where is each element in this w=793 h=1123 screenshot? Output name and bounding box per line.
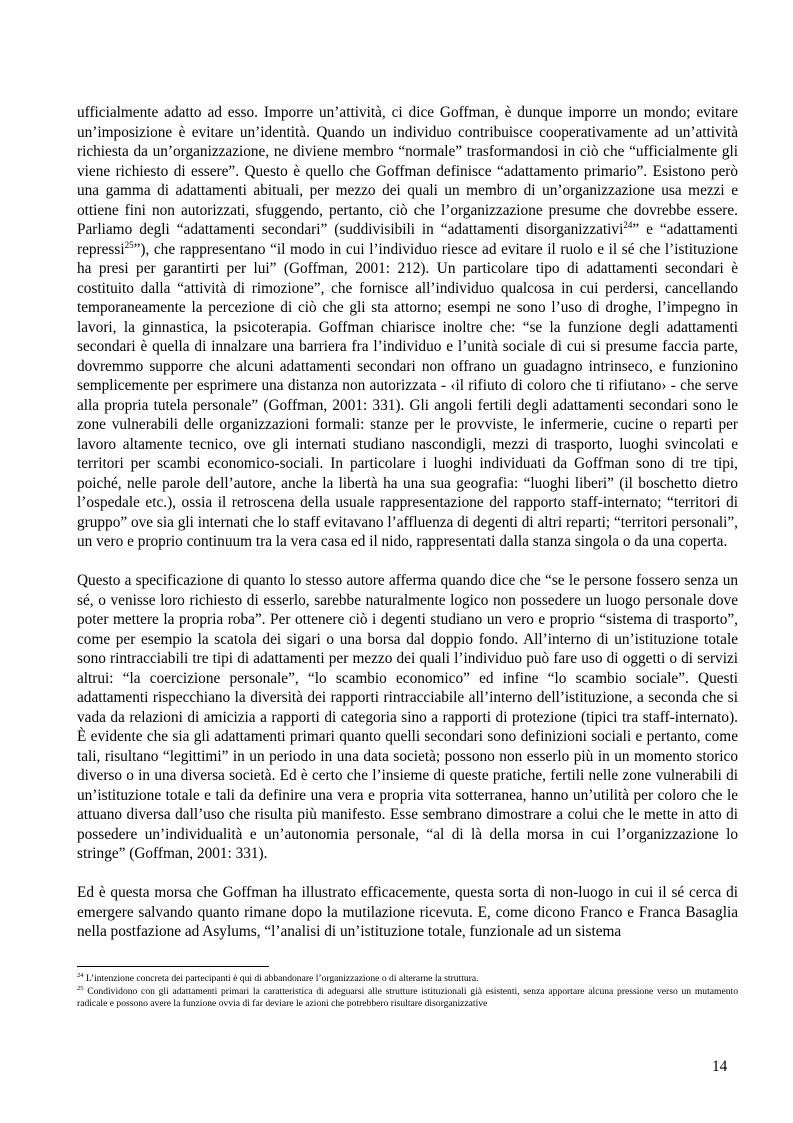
paragraph-1-text-b: ” e “adattamenti repressi <box>77 221 738 258</box>
paragraph-2: Questo a specificazione di quanto lo stesso autore afferma quando dice che “se le persone fossero senza un sé, o venisse loro richiesto di esserlo, sarebbe naturalmente logico non possedere un luogo personale dove poter mettere la propria roba”. Per ottenere ciò i degenti studiano un vero e proprio “sistema di trasporto”, come per esempio la scatola dei sigari o una borsa dal doppio fondo. All’interno di un’istituzione totale sono rintracciabili tre tipi di adattamenti per mezzo dei quali l’individuo può fare uso di oggetti o di servizi altrui: “la coercizione personale”, “lo scambio economico” ed infine “lo scambio sociale”. Questi adattamenti rispecchiano la diversità dei rapporti rintracciabile all’interno dell’istituzione, a seconda che si vada da relazioni di amicizia a rapporti di categoria sino a rapporti di protezione (tipici tra staff-internato). È evidente che sia gli adattamenti primari quanto quelli secondari sono definizioni sociali e pertanto, come tali, risultano “legittimi” in un periodo in una data società; possono non esserlo più in un momento storico diverso o in una diversa società. Ed è certo che l’insieme di queste pratiche, fertili nelle zone vulnerabili di un’istituzione totale e tali da definire una vera e propria vita sotterranea, hanno un’utilità per coloro che le attuano diversa dall’uso che risulta più manifesto. Esse sembrano dimostrare a colui che le mette in atto di possedere un’individualità e un’autonomia personale, “al di là della morsa in cui l’organizzazione lo stringe” (Goffman, 2001: 331). <box>77 572 738 862</box>
footnote-separator <box>77 966 269 967</box>
footnote-25 <box>77 986 738 1011</box>
paragraph-1 <box>77 103 738 552</box>
footnote-ref-25: 25 <box>124 239 134 250</box>
body-text <box>77 103 738 942</box>
footnote-text-24: L’intenzione concreta dei partecipanti è qui di abbandonare l’organizzazione o di alterarne la struttura. <box>83 973 479 984</box>
footnote-24 <box>77 973 738 986</box>
paragraph-1-text-a: ufficialmente adatto ad esso. Imporre un’attività, ci dice Goffman, è dunque imporre un mondo; evitare un’imposizione è evitare un’identità. Quando un individuo contribuisce cooperativamente ad un’attività richiesta da un’organizzazione, ne diviene membro “normale” trasformandosi in ciò che “ufficialmente gli viene richiesto di essere”. Questo è quello che Goffman definisce “adattamento primario”. Esistono però una gamma di adattamenti abituali, per mezzo dei quali un membro di un’organizzazione usa mezzi e ottiene fini non autorizzati, sfuggendo, pertanto, ciò che l’organizzazione presume che dovrebbe essere. Parliamo degli “adattamenti secondari” (suddivisibili in “adattamenti disorganizzativi <box>77 104 738 238</box>
footnotes <box>77 973 738 1011</box>
footnote-number-24: 24 <box>77 972 84 979</box>
footnote-text-25: Condividono con gli adattamenti primari la caratteristica di adeguarsi alle strutture istituzionali già esistenti, senza apportare alcuna pressione verso un mutamento radicale e possono avere la funzione ovvia di far deviare le azioni che potrebbero risultare disorganizzative <box>77 985 738 1009</box>
footnote-ref-24: 24 <box>623 220 633 230</box>
paragraph-3: Ed è questa morsa che Goffman ha illustrato efficacemente, questa sorta di non-luogo in cui il sé cerca di emergere salvando quanto rimane dopo la mutilazione ricevuta. E, come dicono Franco e Franca Basaglia nella postfazione ad Asylums, “l’analisi di un’istituzione totale, funzionale ad un sistema <box>77 884 738 940</box>
page-number: 14 <box>712 1058 728 1075</box>
paragraph-1-text-c: ”), che rappresentano “il modo in cui l’individuo riesce ad evitare il ruolo e il sé che l’istituzione ha presi per garantirti per lui” (Goffman, 2001: 212). Un particolare tipo di adattamenti secondari è costituito dalla “attività di rimozione”, che fornisce all’individuo qualcosa in cui perdersi, cancellando temporaneamente la percezione di ciò che gli sta attorno; esempi ne sono l’uso di droghe, l’impegno in lavori, la ginnastica, la psicoterapia. Goffman chiarisce inoltre che: “se la funzione degli adattamenti secondari è quella di innalzare una barriera fra l’individuo e l’unità sociale di cui si presume faccia parte, dovremmo supporre che alcuni adattamenti secondari non offrano un guadagno intrinseco, e funzionino semplicemente per esprimere una distanza non autorizzata - ‹il rifiuto di coloro che ti rifiutano› - che serve alla propria tutela personale” (Goffman, 2001: 331). Gli angoli fertili degli adattamenti secondari sono le zone vulnerabili delle organizzazioni formali: stanze per le provviste, le infermerie, cucine o reparti per lavoro altamente tecnico, ove gli internati studiano nascondigli, mezzi di trasporto, luoghi svincolati e territori per scambi economico-sociali. In particolare i luoghi individuati da Goffman sono di tre tipi, poiché, nelle parole dell’autore, anche la libertà ha una sua geografia: “luoghi liberi” (il boschetto dietro l’ospedale etc.), ossia il retroscena della usuale rappresentazione del rapporto staff-internato; “territori di gruppo” ove sia gli internati che lo staff evitavano l’affluenza di degenti di altri reparti; “territori personali”, un vero e proprio continuum tra la vera casa ed il nido, rappresentati dalla stanza singola o da una coperta. <box>77 240 738 550</box>
footnote-number-25: 25 <box>77 984 84 992</box>
